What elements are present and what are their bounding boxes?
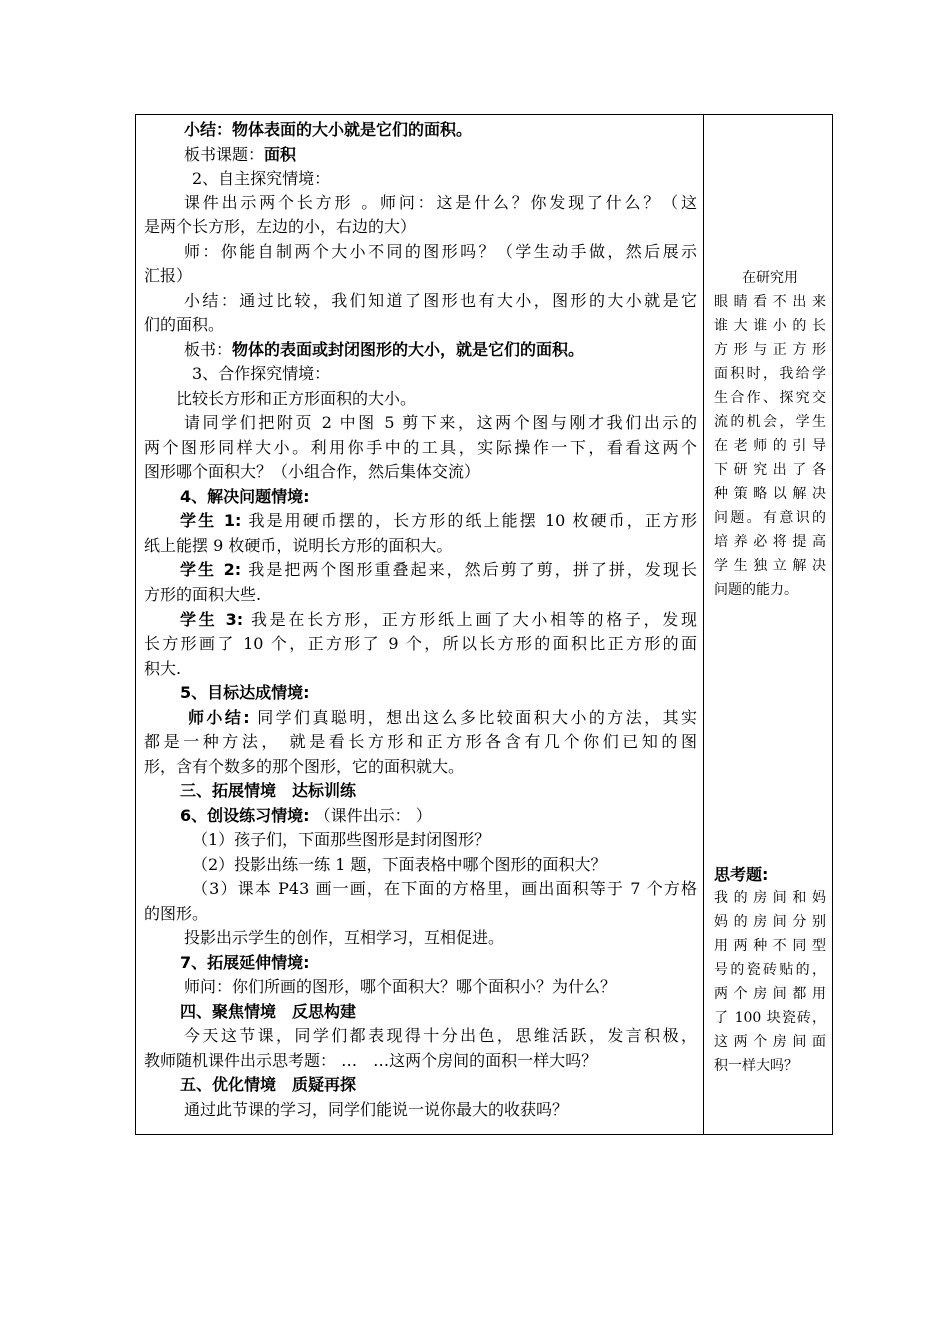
paragraph-line: 的图形。 [144, 904, 209, 923]
paragraph-line: 图形哪个面积大？（小组合作，然后集体交流） [144, 462, 481, 481]
paragraph-line: 投影出示学生的创作，互相学习，互相促进。 [184, 928, 505, 947]
student-label: 学生 3: [180, 610, 244, 629]
section-heading-note: （课件出示： ） [309, 806, 432, 825]
paragraph-line: 今天这节课，同学们都表现得十分出色，思维活跃，发言积极， [184, 1026, 697, 1045]
reflection-note-line: 生合作、探究交 [714, 390, 826, 406]
paragraph-line: 形，含有个数多的那个图形，它的面积就大。 [144, 757, 465, 776]
reflection-note-line: 面积时，我给学 [714, 366, 826, 382]
section-heading [180, 805, 432, 827]
summary-line: 小结：物体表面的大小就是它们的面积。 [184, 120, 473, 139]
student-line [180, 559, 697, 581]
board-value: 物体的表面或封闭图形的大小，就是它们的面积。 [232, 340, 585, 359]
thinking-question-line: 积一样大吗？ [714, 1058, 798, 1074]
paragraph-line: 纸上能摆 9 枚硬币，说明长方形的面积大。 [144, 536, 453, 555]
student-text: 我是把两个图形重叠起来，然后剪了剪，拼了拼，发现长 [241, 560, 697, 579]
student-text: 我是用硬币摆的，长方形的纸上能摆 10 枚硬币，正方形 [241, 511, 698, 530]
thinking-question-line: 号的瓷砖贴的， [714, 962, 826, 978]
chapter-heading: 四、聚焦情境 反思构建 [180, 1002, 357, 1021]
section-heading: 2、自主探究情境： [192, 169, 331, 188]
board-title-line [184, 144, 296, 166]
paragraph-line: 师问：你们所画的图形，哪个面积大？哪个面积小？为什么？ [184, 977, 617, 996]
student-line [180, 510, 697, 532]
paragraph-line: 师：你能自制两个大小不同的图形吗？（学生动手做，然后展示 [184, 242, 697, 261]
column-divider [703, 115, 704, 1134]
paragraph-line: 是两个长方形，左边的小，右边的大） [144, 217, 417, 236]
reflection-note-line: 下研究出了各 [714, 462, 826, 478]
section-heading-label: 6、创设练习情境: [180, 806, 310, 825]
thinking-question-title: 思考题: [714, 865, 769, 884]
reflection-note-line: 问题的能力。 [714, 582, 798, 598]
paragraph-line: 小结：通过比较，我们知道了图形也有大小，图形的大小就是它 [184, 291, 697, 310]
paragraph-line: 汇报） [144, 266, 193, 285]
thinking-question-line: 用两种不同型 [714, 938, 826, 954]
exercise-line: （2）投影出练一练 1 题，下面表格中哪个图形的面积大？ [192, 855, 607, 874]
paragraph-line: 都是一种方法， 就是看长方形和正方形各含有几个你们已知的图 [144, 732, 697, 751]
chapter-heading: 三、拓展情境 达标训练 [180, 781, 357, 800]
paragraph-line: 教师随机课件出示思考题： … …这两个房间的面积一样大吗？ [144, 1051, 598, 1070]
lesson-table [135, 114, 833, 1135]
student-line [180, 609, 697, 631]
student-label: 学生 1: [180, 511, 242, 530]
paragraph-line: 通过此节课的学习，同学们能说一说你最大的收获吗？ [184, 1100, 569, 1119]
board-title-label: 板书课题： [184, 145, 265, 164]
student-text: 我是在长方形，正方形纸上画了大小相等的格子，发现 [243, 610, 697, 629]
board-label: 板书： [184, 340, 233, 359]
paragraph-line: 比较长方形和正方形面积的大小。 [176, 389, 417, 408]
reflection-note-line: 眼睛看不出来 [714, 294, 826, 310]
paragraph-line: 们的面积。 [144, 315, 225, 334]
exercise-line: （3）课本 P43 画一画，在下面的方格里，画出面积等于 7 个方格 [192, 879, 697, 898]
paragraph-line: 课件出示两个长方形 。师问：这是什么？你发现了什么？（这 [184, 193, 697, 212]
section-heading: 7、拓展延伸情境: [180, 953, 310, 972]
thinking-question-line: 妈的房间分别 [714, 914, 826, 930]
reflection-note-line: 在研究用 [742, 270, 798, 286]
paragraph-line: 积大. [144, 659, 182, 678]
reflection-note-line: 种策略以解决 [714, 486, 826, 502]
board-title-value: 面积 [264, 145, 297, 164]
reflection-note-line: 学生独立解决 [714, 558, 826, 574]
reflection-note-line: 谁大谁小的长 [714, 318, 826, 334]
paragraph-line: 方形的面积大些. [144, 585, 262, 604]
section-heading: 5、目标达成情境: [180, 683, 310, 702]
reflection-note-line: 在老师的引导 [714, 438, 826, 454]
chapter-heading: 五、优化情境 质疑再探 [180, 1075, 357, 1094]
thinking-question-line: 这两个房间面 [714, 1034, 826, 1050]
reflection-note-line: 培养必将提高 [714, 534, 826, 550]
paragraph-line: 两个图形同样大小。利用你手中的工具，实际操作一下，看看这两个 [144, 438, 697, 457]
thinking-question-line: 了 100 块瓷砖， [714, 1010, 826, 1026]
section-heading: 4、解决问题情境: [180, 487, 310, 506]
reflection-note-line: 问题。有意识的 [714, 510, 826, 526]
reflection-note-line: 流的机会，学生 [714, 414, 826, 430]
thinking-question-line: 两个房间都用 [714, 986, 826, 1002]
teacher-summary-line [188, 707, 697, 729]
section-heading: 3、合作探究情境： [192, 364, 331, 383]
reflection-note-line: 方形与正方形 [714, 342, 826, 358]
teacher-summary-text: 同学们真聪明，想出这么多比较面积大小的方法，其实 [249, 708, 697, 727]
thinking-question-line: 我的房间和妈 [714, 890, 826, 906]
student-label: 学生 2: [180, 560, 242, 579]
teacher-summary-label: 师小结: [188, 708, 250, 727]
board-line [184, 339, 584, 361]
paragraph-line: 长方形画了 10 个，正方形了 9 个，所以长方形的面积比正方形的面 [144, 634, 697, 653]
exercise-line: （1）孩子们，下面那些图形是封闭图形？ [192, 830, 491, 849]
paragraph-line: 请同学们把附页 2 中图 5 剪下来，这两个图与刚才我们出示的 [184, 413, 697, 432]
